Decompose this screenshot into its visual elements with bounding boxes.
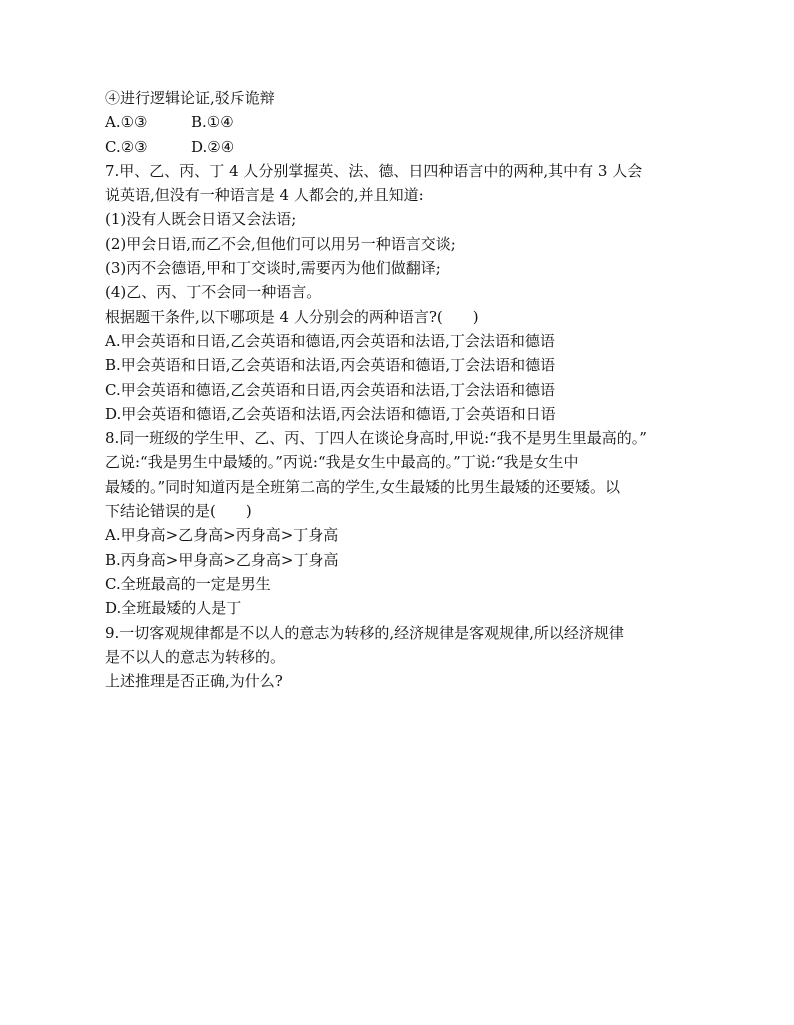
q9-question: 上述推理是否正确,为什么?: [105, 672, 283, 691]
q7-stem-line-1: 7.甲、乙、丙、丁 4 人分别掌握英、法、德、日四种语言中的两种,其中有 3 人会: [105, 161, 643, 180]
q6-options-row-2: [105, 135, 705, 159]
q8-stem-line-3: 最矮的。”同时知道丙是全班第二高的学生,女生最矮的比男生最矮的还要矮。以: [105, 477, 620, 496]
q8-option-a: A.甲身高>乙身高>丙身高>丁身高: [105, 526, 339, 545]
q6-options-row-1: [105, 110, 705, 134]
q7-stem-line-2: 说英语,但没有一种语言是 4 人都会的,并且知道:: [105, 186, 424, 205]
q7-option-c: C.甲会英语和德语,乙会英语和日语,丙会英语和法语,丁会法语和德语: [105, 380, 556, 399]
q7-option-a: A.甲会英语和日语,乙会英语和德语,丙会英语和法语,丁会法语和德语: [105, 331, 555, 350]
q8-option-d: D.全班最矮的人是丁: [105, 599, 242, 618]
q8-option-c: C.全班最高的一定是男生: [105, 574, 271, 593]
q7-condition-4: (4)乙、丙、丁不会同一种语言。: [105, 283, 322, 302]
q6-option-c: C.②③: [105, 137, 148, 156]
q9-stem-line-2: 是不以人的意志为转移的。: [105, 647, 286, 666]
q9-stem-line-1: 9.一切客观规律都是不以人的意志为转移的,经济规律是客观规律,所以经济规律: [105, 623, 624, 642]
q6-option-b: B.①④: [191, 113, 234, 132]
q8-stem-line-2: 乙说:“我是男生中最矮的。”丙说:“我是女生中最高的。”丁说:“我是女生中: [105, 453, 579, 472]
q7-condition-2: (2)甲会日语,而乙不会,但他们可以用另一种语言交谈;: [105, 234, 456, 253]
q6-option-a: A.①③: [105, 113, 148, 132]
q8-stem-line-1: 8.同一班级的学生甲、乙、丙、丁四人在谈论身高时,甲说:“我不是男生里最高的。”: [105, 429, 647, 448]
q7-condition-3: (3)丙不会德语,甲和丁交谈时,需要丙为他们做翻译;: [105, 259, 441, 278]
q8-option-b: B.丙身高>甲身高>乙身高>丁身高: [105, 550, 339, 569]
q7-condition-1: (1)没有人既会日语又会法语;: [105, 210, 297, 229]
q7-question: 根据题干条件,以下哪项是 4 人分别会的两种语言?( ): [105, 307, 479, 326]
q7-option-d: D.甲会英语和德语,乙会英语和法语,丙会法语和德语,丁会英语和日语: [105, 404, 556, 423]
document-content: [105, 86, 705, 693]
q7-option-b: B.甲会英语和日语,乙会英语和法语,丙会英语和德语,丁会法语和德语: [105, 356, 556, 375]
q6-option-d: D.②④: [191, 137, 235, 156]
q6-statement-4: ④进行逻辑论证,驳斥诡辩: [105, 89, 275, 107]
q8-stem-line-4: 下结论错误的是( ): [105, 502, 252, 521]
